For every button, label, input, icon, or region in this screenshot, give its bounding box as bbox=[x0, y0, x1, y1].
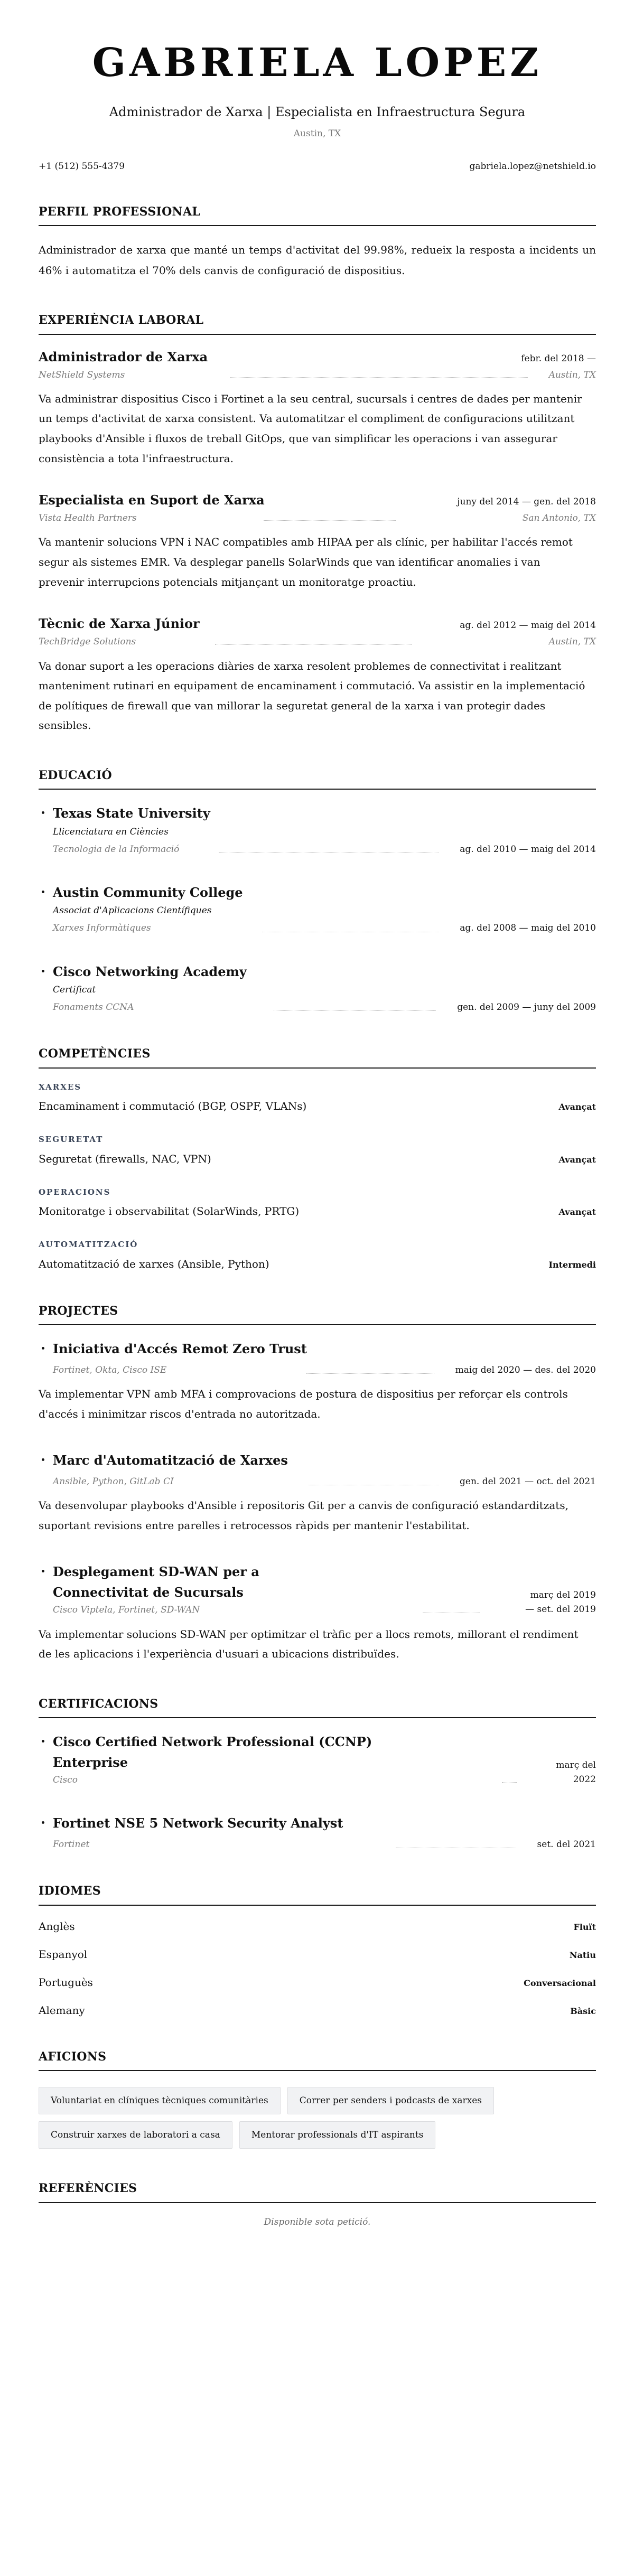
job-location: Austin, TX bbox=[548, 369, 596, 380]
project-description: Va implementar VPN amb MFA i comprovacions de postura de dispositius per reforçar els controls d'accés i minimitzar riscos d'entrada no autoritzada. bbox=[39, 1388, 568, 1420]
bullet-icon bbox=[42, 1821, 44, 1824]
hobby-tag: Construir xarxes de laboratori a casa bbox=[39, 2121, 232, 2149]
skill-level: Avançat bbox=[558, 1207, 596, 1217]
project-description: Va desenvolupar playbooks d'Ansible i repositoris Git per a canvis de configuració estandarditzats, suportant revisions entre parelles i retrocessos ràpids per mantenir l'estabilitat. bbox=[39, 1499, 568, 1532]
section-title: PERFIL PROFESSIONAL bbox=[39, 205, 596, 226]
language-name: Espanyol bbox=[39, 1947, 88, 1961]
job-entry bbox=[39, 492, 596, 592]
certification-entry bbox=[39, 1813, 596, 1851]
job-dates: ag. del 2012 — maig del 2014 bbox=[460, 620, 596, 631]
field-of-study: Tecnologia de la Informació bbox=[53, 844, 180, 855]
job-location: Austin, TX bbox=[548, 636, 596, 648]
language-level: Fluït bbox=[573, 1922, 596, 1932]
section-title: REFERÈNCIES bbox=[39, 2181, 596, 2203]
certification-entry bbox=[39, 1732, 596, 1787]
job-title: Especialista en Suport de Xarxa bbox=[39, 492, 265, 508]
phone[interactable]: +1 (512) 555-4379 bbox=[39, 161, 125, 172]
skill-level: Intermedi bbox=[548, 1259, 596, 1270]
education-entry bbox=[39, 803, 596, 856]
section-title: IDIOMES bbox=[39, 1884, 596, 1905]
dotted-leader bbox=[215, 644, 411, 645]
field-of-study: Fonaments CCNA bbox=[53, 1001, 134, 1013]
certification-issuer: Fortinet bbox=[53, 1839, 90, 1850]
field-of-study: Xarxes Informàtiques bbox=[53, 923, 151, 934]
dotted-leader bbox=[274, 1010, 436, 1011]
bullet-icon bbox=[42, 1347, 44, 1350]
job-location: San Antonio, TX bbox=[522, 513, 596, 524]
skill-category: AUTOMATITZACIÓ bbox=[39, 1240, 138, 1250]
language-row bbox=[39, 1947, 596, 1961]
project-name: Iniciativa d'Accés Remot Zero Trust bbox=[53, 1341, 307, 1357]
company: TechBridge Solutions bbox=[39, 636, 136, 648]
references-text: Disponible sota petició. bbox=[264, 2216, 371, 2227]
language-level: Natiu bbox=[569, 1950, 596, 1960]
summary-text: Administrador de xarxa que manté un temps d'activitat del 99.98%, redueix la resposta a incidents un 46% i automatitza el 70% dels canvis de configuració de dispositius. bbox=[39, 243, 596, 277]
candidate-name: GABRIELA LOPEZ bbox=[92, 40, 543, 86]
hobby-tag: Correr per senders i podcasts de xarxes bbox=[287, 2087, 494, 2114]
education-dates: ag. del 2010 — maig del 2014 bbox=[460, 844, 596, 855]
job-title: Tècnic de Xarxa Júnior bbox=[39, 616, 200, 632]
certification-date: març del 2022 bbox=[556, 1760, 596, 1785]
job-description: Va administrar dispositius Cisco i Fortinet a la seu central, sucursals i centres de dades per mantenir un temps d'activitat de xarxa consistent. Va automatitzar el compliment de configuracions utilitzant playbooks d'Ansible i fluxos de treball GitOps, que van simplificar les operacions i van assegurar consistència a tota l'infraestructura. bbox=[39, 392, 582, 465]
skill-name: Monitoratge i observabilitat (SolarWinds, PRTG) bbox=[39, 1205, 300, 1218]
language-level: Bàsic bbox=[570, 2006, 596, 2016]
skill-group bbox=[39, 1082, 596, 1114]
skill-group bbox=[39, 1187, 596, 1219]
bullet-icon bbox=[42, 970, 44, 972]
section-skills bbox=[39, 1047, 596, 1271]
project-entry bbox=[39, 1339, 596, 1424]
education-entry bbox=[39, 883, 596, 935]
project-dates: gen. del 2021 — oct. del 2021 bbox=[460, 1476, 596, 1487]
language-name: Alemany bbox=[39, 2003, 85, 2017]
language-row bbox=[39, 1919, 596, 1933]
school-name: Texas State University bbox=[53, 805, 210, 821]
hobby-tag: Mentorar professionals d'IT aspirants bbox=[239, 2121, 436, 2149]
school-name: Cisco Networking Academy bbox=[53, 963, 247, 979]
dotted-leader bbox=[264, 520, 396, 521]
bullet-icon bbox=[42, 891, 44, 893]
section-title: COMPETÈNCIES bbox=[39, 1047, 596, 1068]
dotted-leader bbox=[230, 377, 527, 378]
section-languages bbox=[39, 1884, 596, 2017]
skill-group bbox=[39, 1240, 596, 1271]
education-dates: gen. del 2009 — juny del 2009 bbox=[457, 1001, 596, 1013]
skill-group bbox=[39, 1135, 596, 1166]
contact-row bbox=[39, 161, 596, 172]
project-tech: Fortinet, Okta, Cisco ISE bbox=[53, 1364, 167, 1375]
language-name: Anglès bbox=[39, 1919, 75, 1933]
section-title: EXPERIÈNCIA LABORAL bbox=[39, 313, 596, 334]
project-tech: Ansible, Python, GitLab CI bbox=[53, 1476, 174, 1487]
dotted-leader bbox=[502, 1782, 517, 1783]
section-hobbies bbox=[39, 2050, 596, 2149]
skill-name: Encaminament i commutació (BGP, OSPF, VLANs) bbox=[39, 1100, 307, 1113]
hobby-tags bbox=[39, 2085, 596, 2149]
language-name: Portuguès bbox=[39, 1975, 93, 1989]
certification-issuer: Cisco bbox=[53, 1774, 78, 1785]
degree: Certificat bbox=[53, 985, 96, 996]
section-summary bbox=[39, 205, 596, 281]
job-dates: febr. del 2018 — bbox=[521, 353, 596, 364]
section-title: PROJECTES bbox=[39, 1304, 596, 1325]
language-row bbox=[39, 2003, 596, 2017]
job-title: Administrador de Xarxa bbox=[39, 349, 208, 364]
section-certifications bbox=[39, 1697, 596, 1852]
education-entry bbox=[39, 962, 596, 1015]
hobby-tag: Voluntariat en clíniques tècniques comunitàries bbox=[39, 2087, 281, 2114]
resume-header bbox=[39, 40, 596, 172]
bullet-icon bbox=[42, 1740, 44, 1743]
certification-date: set. del 2021 bbox=[537, 1839, 596, 1850]
section-experience bbox=[39, 313, 596, 736]
project-dates: maig del 2020 — des. del 2020 bbox=[455, 1364, 596, 1375]
project-entry bbox=[39, 1450, 596, 1535]
dotted-leader bbox=[306, 1373, 434, 1374]
job-dates: juny del 2014 — gen. del 2018 bbox=[457, 497, 596, 508]
headline: Administrador de Xarxa | Especialista en Infraestructura Segura bbox=[109, 105, 526, 119]
job-description: Va donar suport a les operacions diàries de xarxa resolent problemes de connectivitat i realitzant manteniment rutinari en equipament de encaminament i commutació. Va assistir en la implementació de polítiques de firewall que van millorar la seguretat general de la xarxa i van protegir dades sensibles. bbox=[39, 659, 585, 732]
project-tech: Cisco Viptela, Fortinet, SD-WAN bbox=[53, 1605, 200, 1616]
skill-level: Avançat bbox=[558, 1102, 596, 1112]
education-dates: ag. del 2008 — maig del 2010 bbox=[460, 923, 596, 934]
project-dates: març del 2019 — set. del 2019 bbox=[525, 1590, 596, 1615]
company: NetShield Systems bbox=[39, 369, 125, 380]
job-description: Va mantenir solucions VPN i NAC compatibles amb HIPAA per als clínic, per habilitar l'accés remot segur als sistemes EMR. Va desplegar panells SolarWinds que van identificar anomalies i van prevenir interrupcions potencials mitjançant un monitoratge proactiu. bbox=[39, 536, 573, 588]
job-entry bbox=[39, 615, 596, 736]
certification-name: Fortinet NSE 5 Network Security Analyst bbox=[53, 1815, 343, 1831]
section-projects bbox=[39, 1304, 596, 1664]
school-name: Austin Community College bbox=[53, 885, 243, 900]
skill-category: XARXES bbox=[39, 1082, 82, 1092]
skill-name: Seguretat (firewalls, NAC, VPN) bbox=[39, 1152, 211, 1165]
email[interactable]: gabriela.lopez@netshield.io bbox=[469, 161, 596, 172]
project-name: Desplegament SD-WAN per a Connectivitat de Sucursals bbox=[53, 1564, 259, 1600]
skill-name: Automatització de xarxes (Ansible, Python) bbox=[39, 1257, 269, 1270]
bullet-icon bbox=[42, 1570, 44, 1572]
project-entry bbox=[39, 1562, 596, 1664]
section-title: CERTIFICACIONS bbox=[39, 1697, 596, 1718]
language-level: Conversacional bbox=[524, 1978, 596, 1988]
bullet-icon bbox=[42, 1458, 44, 1461]
section-title: AFICIONS bbox=[39, 2050, 596, 2071]
company: Vista Health Partners bbox=[39, 513, 137, 524]
location: Austin, TX bbox=[293, 128, 341, 139]
section-title: EDUCACIÓ bbox=[39, 769, 596, 790]
certification-name: Cisco Certified Network Professional (CCNP) Enterprise bbox=[53, 1734, 372, 1770]
skill-category: SEGURETAT bbox=[39, 1135, 104, 1145]
skill-category: OPERACIONS bbox=[39, 1187, 111, 1197]
job-entry bbox=[39, 349, 596, 469]
degree: Llicenciatura en Ciències bbox=[53, 826, 169, 837]
project-description: Va implementar solucions SD-WAN per optimitzar el tràfic per a llocs remots, millorant el rendiment de les aplicacions i l'experiència d'usuari a ubicacions distribuïdes. bbox=[39, 1627, 579, 1661]
language-row bbox=[39, 1975, 596, 1989]
degree: Associat d'Aplicacions Científiques bbox=[53, 905, 212, 916]
section-references bbox=[39, 2181, 596, 2227]
section-education bbox=[39, 769, 596, 1014]
bullet-icon bbox=[42, 811, 44, 814]
skill-level: Avançat bbox=[558, 1154, 596, 1165]
project-name: Marc d'Automatització de Xarxes bbox=[53, 1453, 288, 1468]
